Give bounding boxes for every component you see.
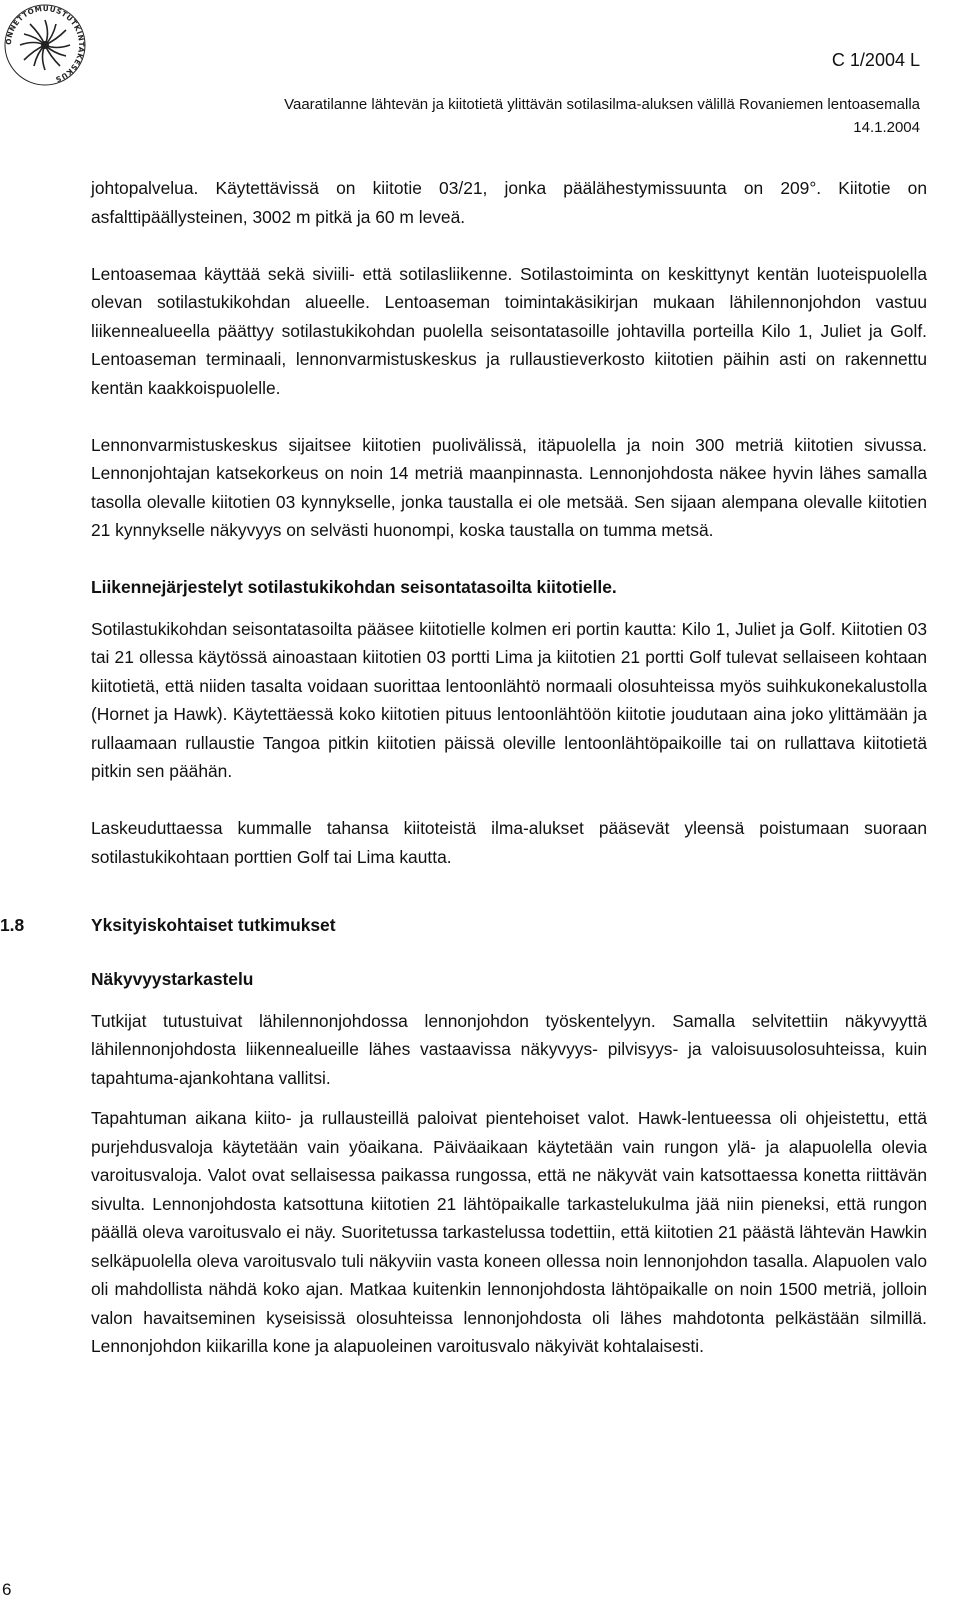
paragraph-lights: Tapahtuman aikana kiito- ja rullausteillä paloivat pientehoiset valot. Hawk-lentueessa oli ohjeistettu, että purjehdusvaloja käytetään vain yöaikana. Päiväaikaan käytetään vain rungon ylä- ja alapuolella olevia varoitusvaloja. Valot ovat sellaisessa paikassa rungossa, että ne näkyvät vain katsottaessa konetta riittävän sivulta. Lennonjohdosta katsottuna kiitotien 21 lähtöpaikalle tarkastelukulma jää niin pieneksi, että rungon päällä oleva varoitusvalo ei näy. Suoritetussa tarkastelussa todettiin, että kiitotien 21 päästä lähtevän Hawkin selkäpuolella oleva varoitusvalo tuli näkyviin vasta koneen ollessa noin lennonjohdon tasalla. Alapuolen valo oli mahdollista nähdä koko ajan. Matkaa kuitenkin lennonjohdosta lähtöpaikalle on noin 1500 metriä, jolloin valon havaitseminen kyseisissä olosuhteissa lennonjohdosta oli lähes mahdotonta pelkästään silmillä. Lennonjohdon kiikarilla kone ja alapuoleinen varoitusvalo näkyivät kohtalaisesti. (91, 1108, 927, 1356)
document-body (0, 174, 927, 1361)
paragraph-control-tower: Lennonvarmistuskeskus sijaitsee kiitotien puolivälissä, itäpuolella ja noin 300 metriä kiitotien sivussa. Lennonjohtajan katsekorkeus on noin 14 metriä maanpinnasta. Lennonjohdosta näkee hyvin lähes samalla tasolla olevalle kiitotien 03 kynnykselle, jonka taustalla ei ole metsää. Sen sijaan alempana olevalle kiitotien 21 kynnykselle näkyvyys on selvästi huonompi, koska taustalla on tumma metsä. (91, 434, 927, 540)
report-header (284, 93, 920, 139)
section-heading (0, 911, 927, 939)
section-title: Yksityiskohtaiset tutkimukset (91, 915, 336, 935)
paragraph-runway-info: johtopalvelua. Käytettävissä on kiitotie 03/21, jonka päälähestymissuunta on 209°. Kiitotie on asfalttipäällysteinen, 3002 m pitkä ja 60 m leveä. (91, 178, 927, 227)
paragraph-investigation: Tutkijat tutustuivat lähilennonjohdossa lennonjohdon työskentelyyn. Samalla selvitettiin näkyvyyttä lähilennonjohdosta liikennealueille lähes vastaavissa näkyvyys- pilvisyys- ja valoisuusolosuhteissa, kuin tapahtuma-ajankohtana vallitsi. (91, 1010, 927, 1088)
organization-logo (4, 4, 86, 86)
section-number: 1.8 (0, 915, 25, 935)
paragraph-airport-usage: Lentoasemaa käyttää sekä siviili- että sotilasliikenne. Sotilastoiminta on keskittynyt kentän luoteispuolella olevan sotilastukikohdan alueelle. Lentoaseman toimintakäsikirjan mukaan lähilennonjohdon vastuu liikennealueella päättyy sotilastukikohdan puolella seisontatasoille johtavilla porteilla Kilo 1, Juliet ja Golf. Lentoaseman terminaali, lennonvarmistuskeskus ja rullaustieverkosto kiitotien päihin asti on rakennettu kentän kaakkoispuolelle. (91, 263, 927, 398)
subheading-visibility: Näkyvyystarkastelu (91, 969, 254, 989)
svg-text:ONNETTOMUUSTUTKINTAKESKUS: ONNETTOMUUSTUTKINTAKESKUS (4, 4, 86, 85)
paragraph-gates: Sotilastukikohdan seisontatasoilta pääsee kiitotielle kolmen eri portin kautta: Kilo 1, Juliet ja Golf. Kiitotien 03 tai 21 ollessa käytössä ainoastaan kiitotien 03 portti Lima ja kiitotien 21 portti Golf tulevat sellaiseen kohtaan kiitotietä, että niiden tasalta voidaan suorittaa lentoonlähtö normaali olosuhteissa myös suihkukonekalustolla (Hornet ja Hawk). Käytettäessä koko kiitotien pituus lentoonlähtöön kiitotie joudutaan aina joko ylittämään ja rullaamaan rullaustie Tangoa pitkin kiitotien päissä oleville lentoonlähtöpaikoille tai on rullattava kiitotietä pitkin sen päähän. (91, 618, 927, 781)
report-code: C 1/2004 L (831, 50, 920, 70)
paragraph-landing: Laskeuduttaessa kummalle tahansa kiitoteistä ilma-alukset pääsevät yleensä poistumaan suoraan sotilastukikohtaan porttien Golf tai Lima kautta. (91, 818, 927, 867)
report-date: 14.1.2004 (853, 119, 920, 136)
subheading-traffic-arrangements: Liikennejärjestelyt sotilastukikohdan seisontatasoilta kiitotielle. (91, 577, 617, 597)
page-number: 6 (2, 1580, 12, 1599)
report-title: Vaaratilanne lähtevän ja kiitotietä ylittävän sotilasilma-aluksen välillä Rovaniemen lentoasemalla (284, 96, 920, 113)
logo-emblem (4, 4, 86, 86)
